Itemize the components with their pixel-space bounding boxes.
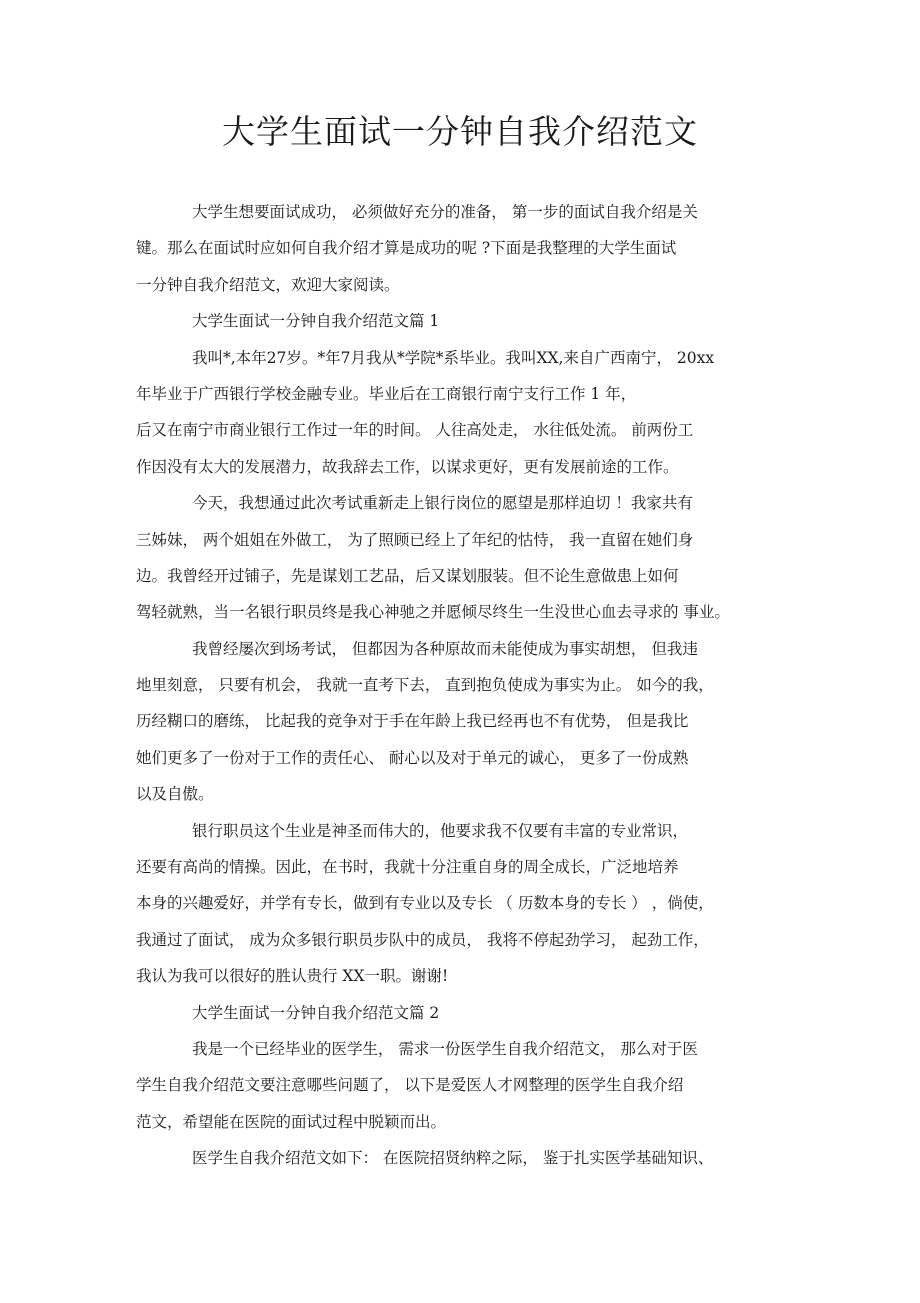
text-line: 学生自我介绍范文要注意哪些问题了， 以下是爱医人才网整理的医学生自我介绍 [136, 1076, 684, 1095]
text-line: 后又在南宁市商业银行工作过一年的时间。 人往高处走， 水往低处流。 前两份工 [136, 421, 694, 440]
text-line: 年毕业于广西银行学校金融专业。毕业后在工商银行南宁支行工作 1 年， [136, 384, 637, 403]
text-line: 以及自傲。 [136, 785, 214, 804]
text-line: 银行职员这个生业是神圣而伟大的，他要求我不仅要有丰富的专业常识， [192, 821, 689, 840]
text-line: 驾轻就熟，当一名银行职员终是我心神驰之并愿倾尽终生一生没世心血去寻求的 事业。 [136, 603, 730, 622]
text-line: 三姊妹， 两个姐姐在外做工， 为了照顾已经上了年纪的怙恃， 我一直留在她们身 [136, 530, 694, 549]
text-line: 我认为我可以很好的胜认贵行 XX一职。谢谢! [136, 967, 449, 986]
text-line: 她们更多了一份对于工作的责任心、 耐心以及对于单元的诚心， 更多了一份成熟 [136, 748, 689, 767]
text-line: 我是一个已经毕业的医学生， 需求一份医学生自我介绍范文， 那么对于医 [192, 1039, 698, 1058]
text-line: 我叫*,本年27岁。*年7月我从*学院*系毕业。我叫XX,来自广西南宁， 20xx [192, 348, 715, 367]
text-line: 键。那么在面试时应如何自我介绍才算是成功的呢 ?下面是我整理的大学生面试 [136, 239, 677, 258]
text-line: 作因没有太大的发展潜力，故我辞去工作，以谋求更好，更有发展前途的工作。 [136, 457, 679, 476]
text-line: 范文，希望能在医院的面试过程中脱颖而出。 [136, 1112, 447, 1131]
text-line: 我曾经屡次到场考试， 但都因为各种原故而未能使成为事实胡想， 但我违 [192, 639, 698, 658]
document-title: 大学生面试一分钟自我介绍范文 [222, 112, 698, 151]
text-line: 历经糊口的磨练， 比起我的竞争对于手在年龄上我已经再也不有优势， 但是我比 [136, 712, 689, 731]
text-line: 今天，我想通过此次考试重新走上银行岗位的愿望是那样迫切 ！我家共有 [192, 494, 693, 513]
text-line: 一分钟自我介绍范文，欢迎大家阅读。 [136, 275, 400, 294]
document-body [136, 194, 776, 1177]
text-line: 本身的兴趣爱好，并学有专长，做到有专业以及专长 （ 历数本身的专长 ） ，倘使， [136, 894, 714, 913]
text-line: 大学生面试一分钟自我介绍范文篇 2 [192, 1003, 440, 1022]
text-line: 地里刻意， 只要有机会， 我就一直考下去， 直到抱负使成为事实为止。 如今的我， [136, 676, 714, 695]
text-line: 医学生自我介绍范文如下： 在医院招贤纳粹之际， 鉴于扎实医学基础知识、 [192, 1149, 714, 1168]
text-line: 边。我曾经开过铺子，先是谋划工艺品，后又谋划服装。但不论生意做患上如何 [136, 566, 679, 585]
text-line: 大学生面试一分钟自我介绍范文篇 1 [192, 312, 440, 331]
text-line: 我通过了面试， 成为众多银行职员步队中的成员， 我将不停起劲学习， 起劲工作， [136, 930, 709, 949]
text-line: 还要有高尚的情操。因此，在书时，我就十分注重自身的周全成长，广泛地培养 [136, 858, 679, 877]
text-line: 大学生想要面试成功， 必须做好充分的准备， 第一步的面试自我介绍是关 [192, 203, 698, 221]
